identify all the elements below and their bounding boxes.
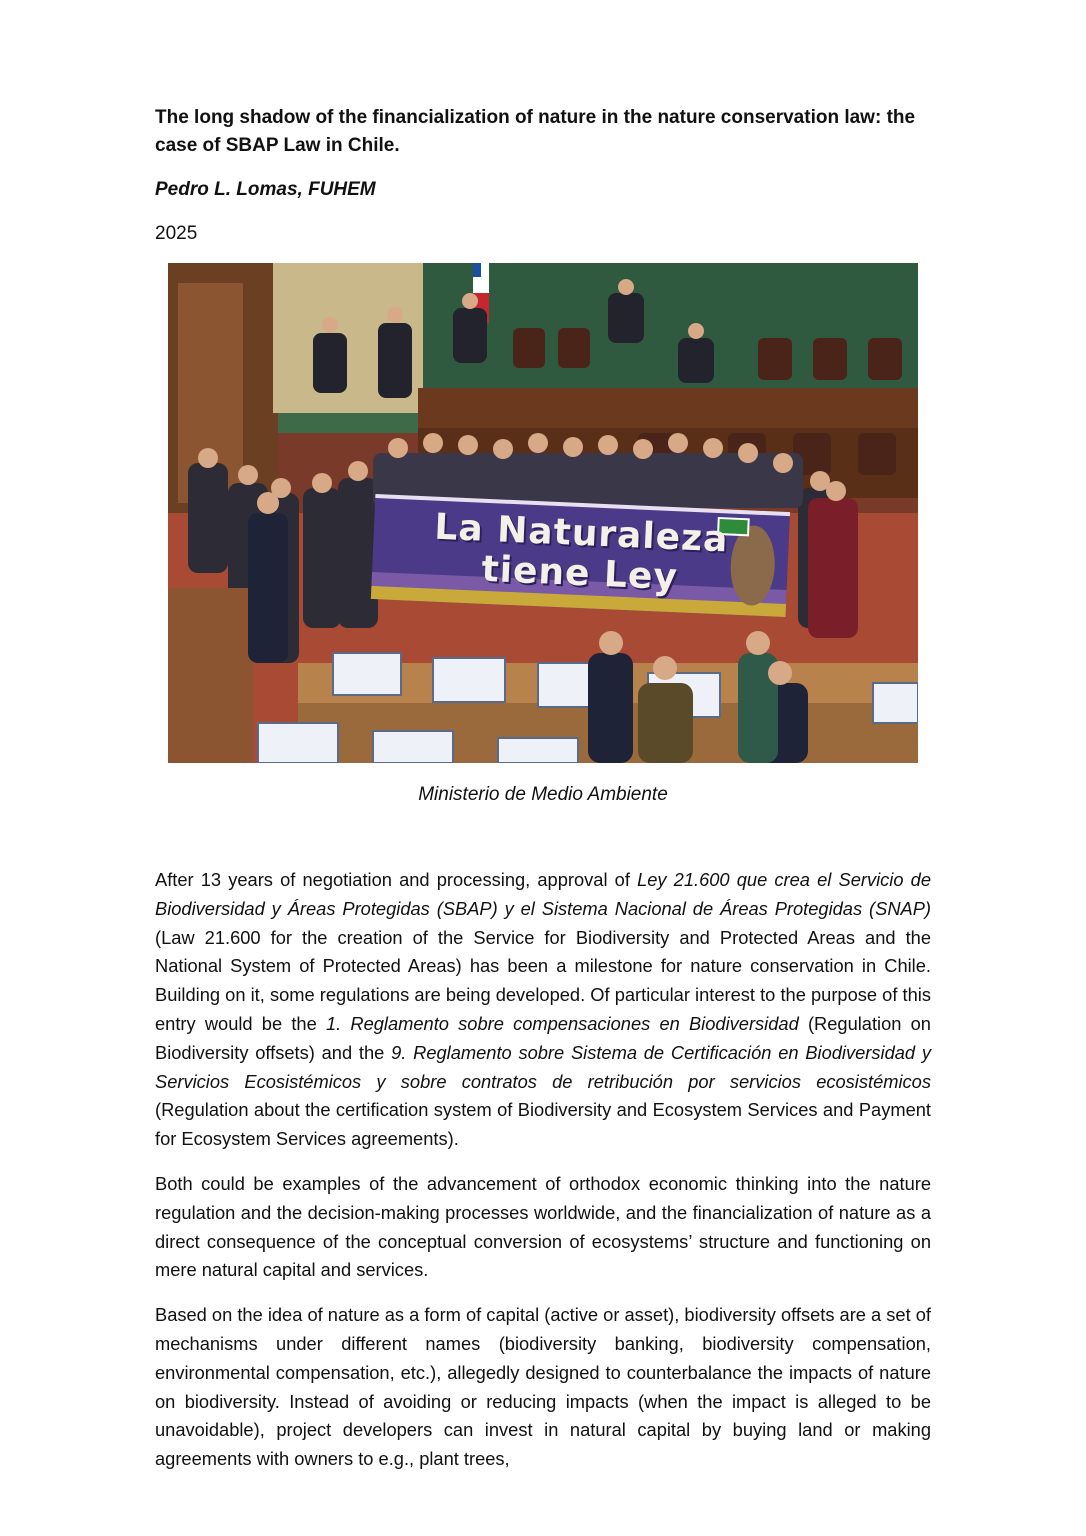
publication-year: 2025 [155, 223, 198, 244]
p1-regulation-9: 9. Reglamento sobre Sistema de Certificación en Biodiversidad y Servicios Ecosistémicos y sobre contratos de retribución por servicios ecosistémicos [155, 1041, 931, 1092]
p1-text-3: (Regulation on Biodiversity offsets) and the [155, 1012, 931, 1063]
banner-line-2: tiene Ley [480, 548, 679, 599]
figure-caption: Ministerio de Medio Ambiente [418, 784, 668, 805]
author-line: Pedro L. Lomas, FUHEM [155, 179, 376, 200]
paragraph-3: Based on the idea of nature as a form of capital (active or asset), biodiversity offsets are a set of mechanisms under different names (biodiversity banking, biodiversity compensation, environmental compensation, etc.), allegedly designed to counterbalance the impacts of nature on biodiversity. Instead of avoiding or reducing impacts (when the impact is alleged to be unavoidable), project developers can invest in natural capital by buying land or making agreements with owners to e.g., plant trees, [155, 1304, 932, 1470]
p1-text-1: After 13 years of negotiation and processing, approval of [155, 869, 638, 890]
p1-regulation-1: 1. Reglamento sobre compensaciones en Biodiversidad [325, 1012, 799, 1034]
document-title: The long shadow of the financialization of nature in the nature conservation law: the case of SBAP Law in Chile. [155, 107, 916, 156]
body-text [155, 866, 931, 1490]
banner [371, 494, 790, 617]
p1-text-4: (Regulation about the certification system of Biodiversity and Ecosystem Services and Payment for Ecosystem Services agreements). [155, 1099, 931, 1150]
paragraph-2: Both could be examples of the advancement of orthodox economic thinking into the nature regulation and the decision-making processes worldwide, and the financialization of nature as a direct consequence of the conceptual conversion of ecosystems’ structure and functioning on mere natural capital and services. [155, 1172, 931, 1281]
p1-law-title: Ley 21.600 que crea el Servicio de Biodiversidad y Áreas Protegidas (SBAP) y el Sistema Nacional de Áreas Protegidas (SNAP) [155, 869, 931, 919]
banner-line-1: La Naturaleza [433, 506, 730, 561]
paragraph-1 [155, 866, 931, 1154]
figure-photo [168, 263, 918, 763]
p1-text-2: (Law 21.600 for the creation of the Service for Biodiversity and Protected Areas and the National System of Protected Areas) has been a milestone for nature conservation in Chile. Building on it, some regulations are being developed. Of particular interest to the purpose of this entry would be the [155, 926, 931, 1034]
